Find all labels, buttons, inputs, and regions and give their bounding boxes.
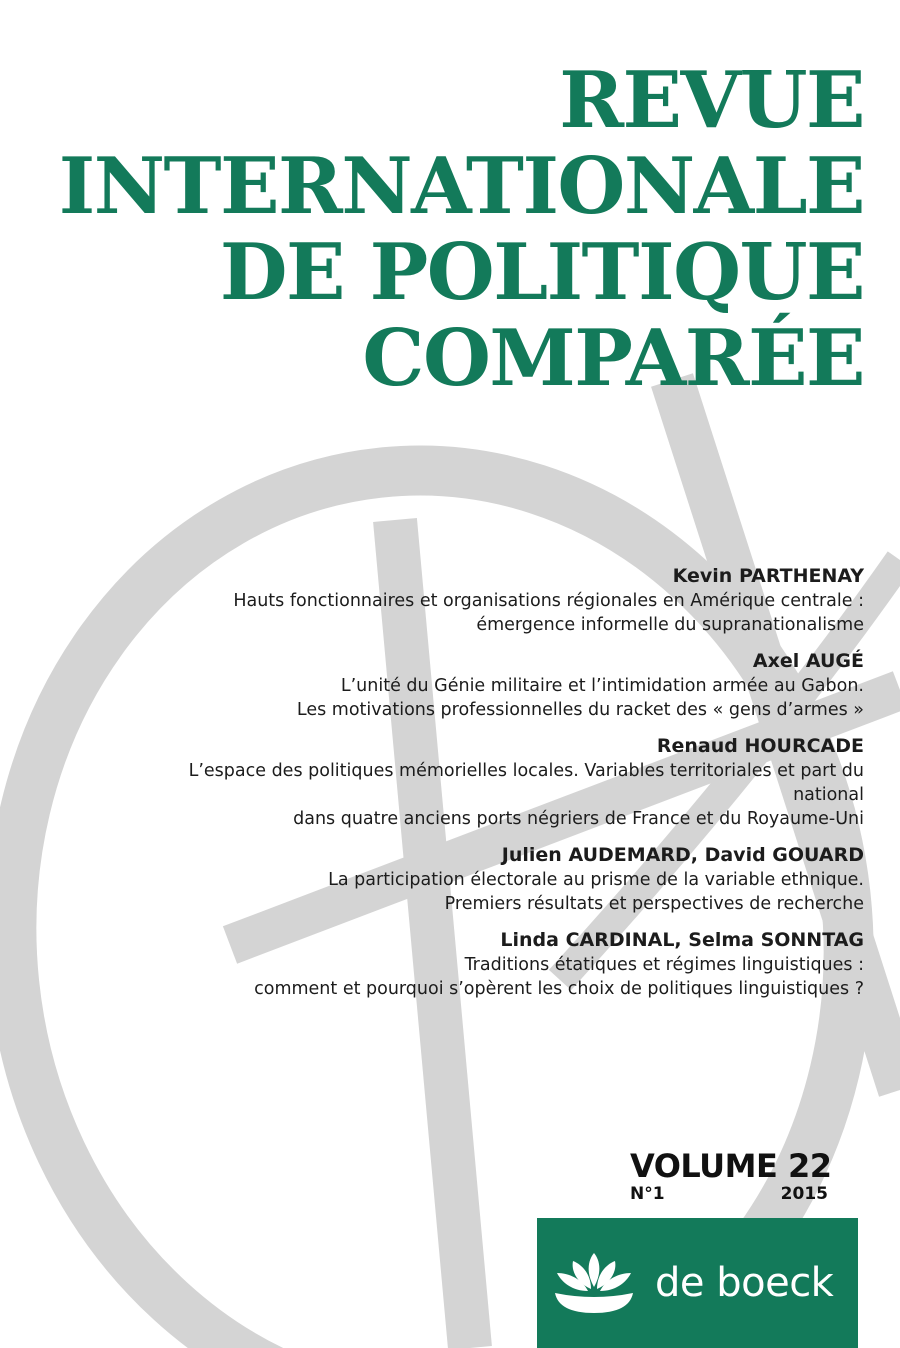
journal-title-line: COMPARÉE	[362, 313, 864, 404]
article-authors: Kevin PARTHENAY	[672, 565, 864, 587]
article-title-line: Les motivations professionnelles du racket des « gens d’armes »	[296, 700, 864, 720]
issue-year: 2015	[780, 1184, 828, 1204]
publisher-block	[537, 1218, 858, 1348]
article-entry	[164, 927, 864, 1001]
article-entry	[164, 648, 864, 722]
article-title-line: comment et pourquoi s’opèrent les choix de politiques linguistiques ?	[254, 979, 864, 999]
journal-title	[58, 55, 864, 404]
table-of-contents	[164, 563, 864, 1012]
article-title-line: Premiers résultats et perspectives de recherche	[444, 894, 864, 914]
article-authors: Julien AUDEMARD, David GOUARD	[501, 844, 864, 866]
journal-title-line: REVUE	[559, 55, 864, 146]
publisher-name: de boeck	[655, 1260, 834, 1306]
article-authors: Axel AUGÉ	[752, 650, 864, 672]
article-title-line: Hauts fonctionnaires et organisations régionales en Amérique centrale :	[233, 591, 864, 611]
de-boeck-leaf-logo-icon	[555, 1253, 633, 1313]
article-title-line: Traditions étatiques et régimes linguistiques :	[464, 955, 864, 975]
article-entry	[164, 563, 864, 637]
article-authors: Renaud HOURCADE	[656, 735, 864, 757]
journal-title-line: DE POLITIQUE	[219, 227, 864, 318]
issue-number: N°1	[630, 1184, 665, 1204]
volume-label: VOLUME 22	[630, 1147, 832, 1185]
article-title-line: dans quatre anciens ports négriers de France et du Royaume-Uni	[293, 809, 864, 829]
article-title-line: L’espace des politiques mémorielles locales. Variables territoriales et part du national	[188, 761, 864, 805]
journal-title-line: INTERNATIONALE	[58, 141, 864, 232]
article-entry	[164, 733, 864, 831]
article-entry	[164, 842, 864, 916]
issue-info	[630, 1147, 832, 1204]
article-title-line: L’unité du Génie militaire et l’intimidation armée au Gabon.	[340, 676, 864, 696]
article-authors: Linda CARDINAL, Selma SONNTAG	[500, 929, 864, 951]
article-title-line: émergence informelle du supranationalisme	[476, 615, 864, 635]
issue-details	[630, 1184, 828, 1204]
article-title-line: La participation électorale au prisme de la variable ethnique.	[328, 870, 864, 890]
